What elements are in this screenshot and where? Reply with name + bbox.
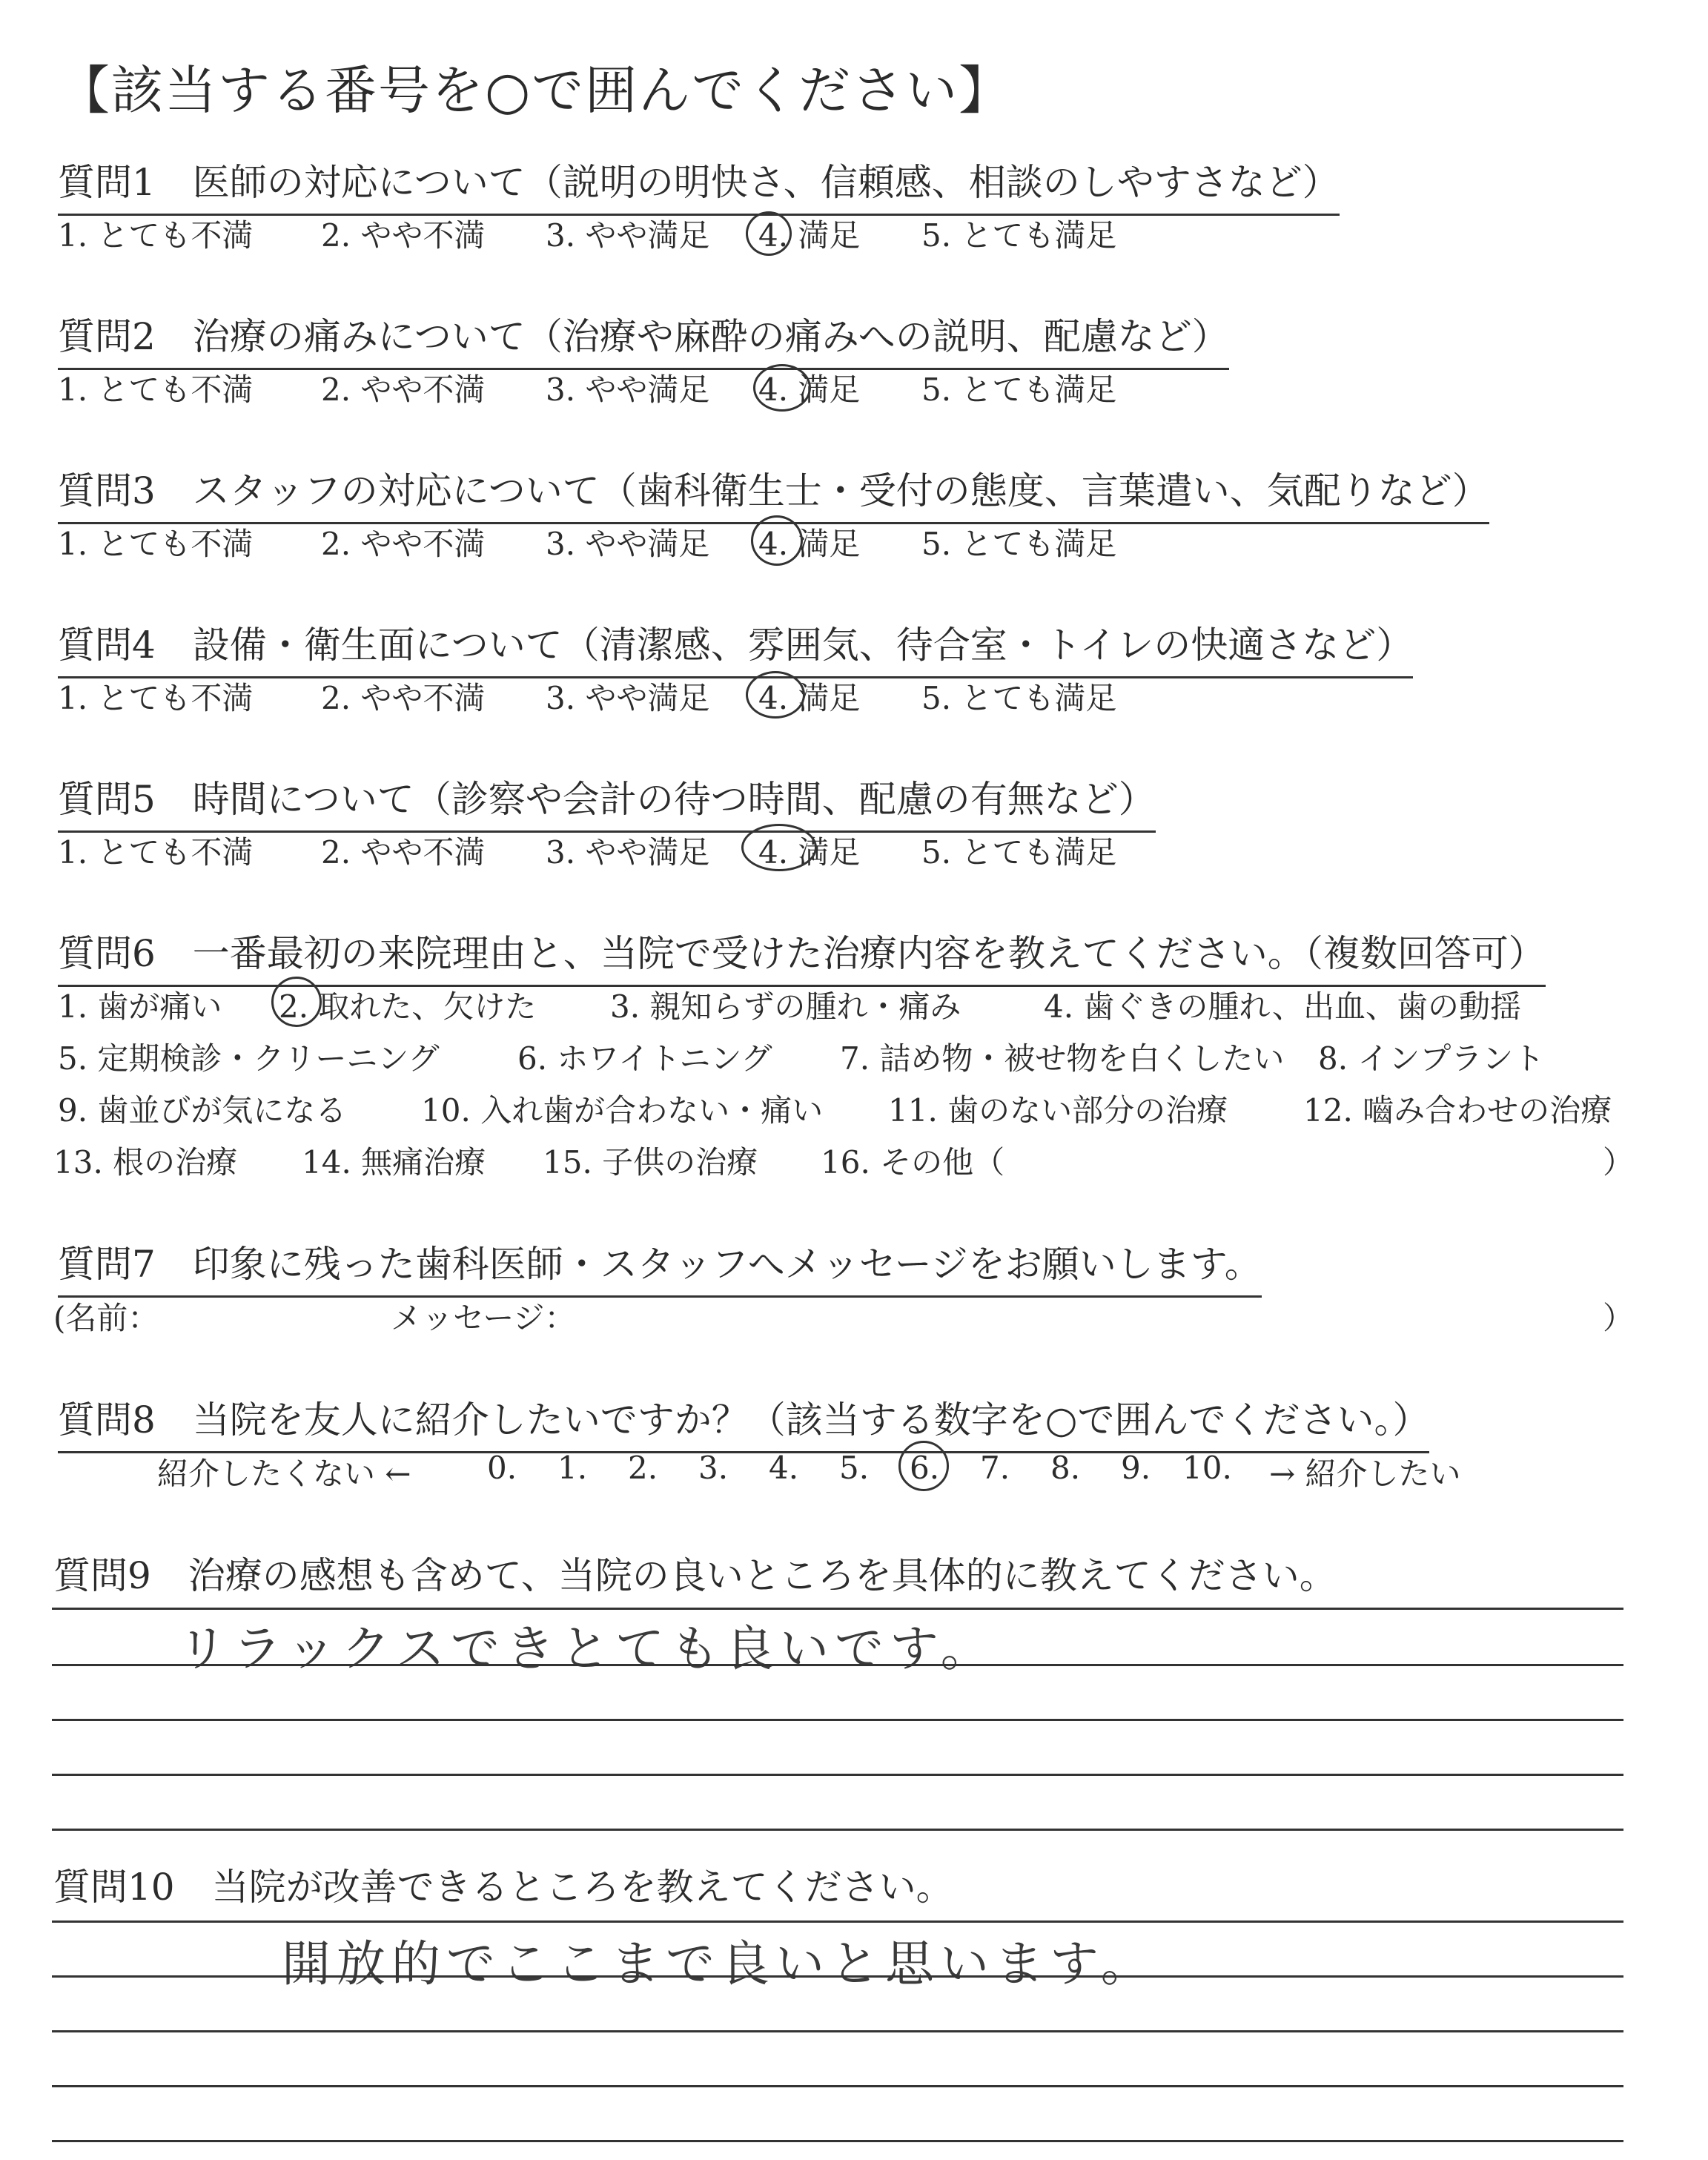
scale-number[interactable]: 0.	[487, 1450, 517, 1486]
question-2-options	[58, 366, 1244, 410]
close-paren: ）	[1603, 1300, 1635, 1336]
option-5[interactable]: 5. とても満足	[921, 371, 1117, 408]
option-5[interactable]: 5. とても満足	[921, 217, 1117, 254]
q6-row-1	[58, 982, 1644, 1027]
scale-number[interactable]: 2.	[628, 1450, 658, 1486]
option-3[interactable]: 3. やや満足	[546, 834, 710, 871]
option-3[interactable]: 3. やや満足	[546, 371, 710, 408]
question-9-label: 質問9 治療の感想も含めて、当院の良いところを具体的に教えてください。	[53, 1554, 1337, 1597]
answer-line	[52, 2030, 1623, 2032]
question-4-options	[58, 674, 1244, 719]
option-4[interactable]: 4. 満足	[758, 834, 861, 871]
option-4[interactable]: 4. 満足	[758, 371, 861, 408]
answer-line	[52, 2140, 1623, 2142]
q6-option[interactable]: 11. 歯のない部分の治療	[888, 1092, 1228, 1129]
question-1-options	[58, 211, 1244, 256]
answer-line	[52, 1920, 1623, 1923]
handwritten-answer: 開放的でここまで良いと思います。	[282, 1935, 1156, 1992]
scale-number[interactable]: 8.	[1050, 1450, 1081, 1486]
scale-number[interactable]: 10.	[1182, 1450, 1232, 1486]
q6-option[interactable]: 14. 無痛治療	[302, 1144, 486, 1180]
q6-option[interactable]: 12. 嚙み合わせの治療	[1303, 1092, 1612, 1129]
option-1[interactable]: 1. とても不満	[58, 217, 254, 254]
q6-option[interactable]: 1. 歯が痛い	[58, 988, 222, 1025]
referral-scale	[157, 1450, 1566, 1494]
question-1-label: 質問1 医師の対応について（説明の明快さ、信頼感、相談のしやすさなど）	[58, 153, 1340, 216]
q6-option[interactable]: 8. インプラント	[1318, 1040, 1545, 1077]
option-2[interactable]: 2. やや不満	[321, 217, 486, 254]
option-3[interactable]: 3. やや満足	[546, 680, 710, 716]
q6-option[interactable]: 2. 取れた、欠けた	[279, 988, 537, 1025]
option-1[interactable]: 1. とても不満	[58, 680, 254, 716]
q7-message-row	[53, 1294, 1640, 1338]
option-3[interactable]: 3. やや満足	[546, 526, 710, 562]
option-1[interactable]: 1. とても不満	[58, 371, 254, 408]
scale-number[interactable]: 9.	[1121, 1450, 1151, 1486]
q6-option[interactable]: 9. 歯並びが気になる	[58, 1092, 347, 1129]
option-2[interactable]: 2. やや不満	[321, 371, 486, 408]
q6-option[interactable]: 10. 入れ歯が合わない・痛い	[421, 1092, 824, 1129]
scale-number[interactable]: 4.	[769, 1450, 799, 1486]
q6-option[interactable]: 16. その他（	[821, 1144, 1005, 1180]
q6-option[interactable]: 13. 根の治療	[53, 1144, 238, 1180]
option-3[interactable]: 3. やや満足	[546, 217, 710, 254]
option-2[interactable]: 2. やや不満	[321, 834, 486, 871]
scale-number[interactable]: 7.	[980, 1450, 1010, 1486]
scale-number[interactable]: 3.	[698, 1450, 729, 1486]
q6-row-4	[53, 1138, 1640, 1183]
answer-line	[52, 1774, 1623, 1776]
question-2-label: 質問2 治療の痛みについて（治療や麻酔の痛みへの説明、配慮など）	[58, 307, 1229, 370]
q6-option[interactable]: 6. ホワイトニング	[517, 1040, 772, 1077]
answer-line	[52, 1975, 1623, 1978]
answer-line	[52, 1664, 1623, 1666]
question-4-label: 質問4 設備・衛生面について（清潔感、雰囲気、待合室・トイレの快適さなど）	[58, 615, 1413, 678]
answer-line	[52, 1829, 1623, 1831]
answer-line	[52, 2085, 1623, 2087]
option-4[interactable]: 4. 満足	[758, 526, 861, 562]
q6-option[interactable]: 3. 親知らずの腫れ・痛み	[610, 988, 961, 1025]
question-5-label: 質問5 時間について（診察や会計の待つ時間、配慮の有無など）	[58, 770, 1156, 833]
option-2[interactable]: 2. やや不満	[321, 526, 486, 562]
option-4[interactable]: 4. 満足	[758, 680, 861, 716]
close-paren: ）	[1603, 1144, 1635, 1180]
scale-number[interactable]: 6.	[910, 1450, 940, 1486]
q6-row-3	[58, 1086, 1644, 1131]
scale-number[interactable]: 5.	[839, 1450, 870, 1486]
q6-option[interactable]: 7. 詰め物・被せ物を白くしたい	[840, 1040, 1285, 1077]
question-7-label: 質問7 印象に残った歯科医師・スタッフへメッセージをお願いします。	[58, 1235, 1262, 1298]
question-10-label: 質問10 当院が改善できるところを教えてください。	[53, 1866, 953, 1909]
handwritten-answer: リラックスできとても良いです。	[178, 1620, 996, 1677]
scale-number[interactable]: 1.	[557, 1450, 588, 1486]
option-5[interactable]: 5. とても満足	[921, 834, 1117, 871]
question-3-options	[58, 520, 1244, 564]
message-label: メッセージ：	[391, 1300, 576, 1336]
question-8-label: 質問8 当院を友人に紹介したいですか？（該当する数字を○で囲んでください。）	[58, 1390, 1429, 1453]
scale-left-label: 紹介したくない ←	[157, 1456, 411, 1492]
question-5-options	[58, 828, 1244, 873]
question-3-label: 質問3 スタッフの対応について（歯科衛生士・受付の態度、言葉遣い、気配りなど）	[58, 461, 1489, 524]
q6-option[interactable]: 4. 歯ぐきの腫れ、出血、歯の動揺	[1044, 988, 1521, 1025]
option-2[interactable]: 2. やや不満	[321, 680, 486, 716]
scale-right-label: → 紹介したい	[1269, 1456, 1461, 1492]
q6-option[interactable]: 15. 子供の治療	[543, 1144, 758, 1180]
option-1[interactable]: 1. とても不満	[58, 526, 254, 562]
q6-option[interactable]: 5. 定期検診・クリーニング	[58, 1040, 440, 1077]
answer-line	[52, 1719, 1623, 1721]
page-title: 【該当する番号を○で囲んでください】	[58, 60, 1013, 121]
option-5[interactable]: 5. とても満足	[921, 526, 1117, 562]
question-6-label: 質問6 一番最初の来院理由と、当院で受けた治療内容を教えてください。（複数回答可）	[58, 924, 1546, 987]
name-label: (名前：	[53, 1300, 159, 1336]
option-5[interactable]: 5. とても満足	[921, 680, 1117, 716]
q6-row-2	[58, 1034, 1644, 1079]
option-1[interactable]: 1. とても不満	[58, 834, 254, 871]
option-4[interactable]: 4. 満足	[758, 217, 861, 254]
